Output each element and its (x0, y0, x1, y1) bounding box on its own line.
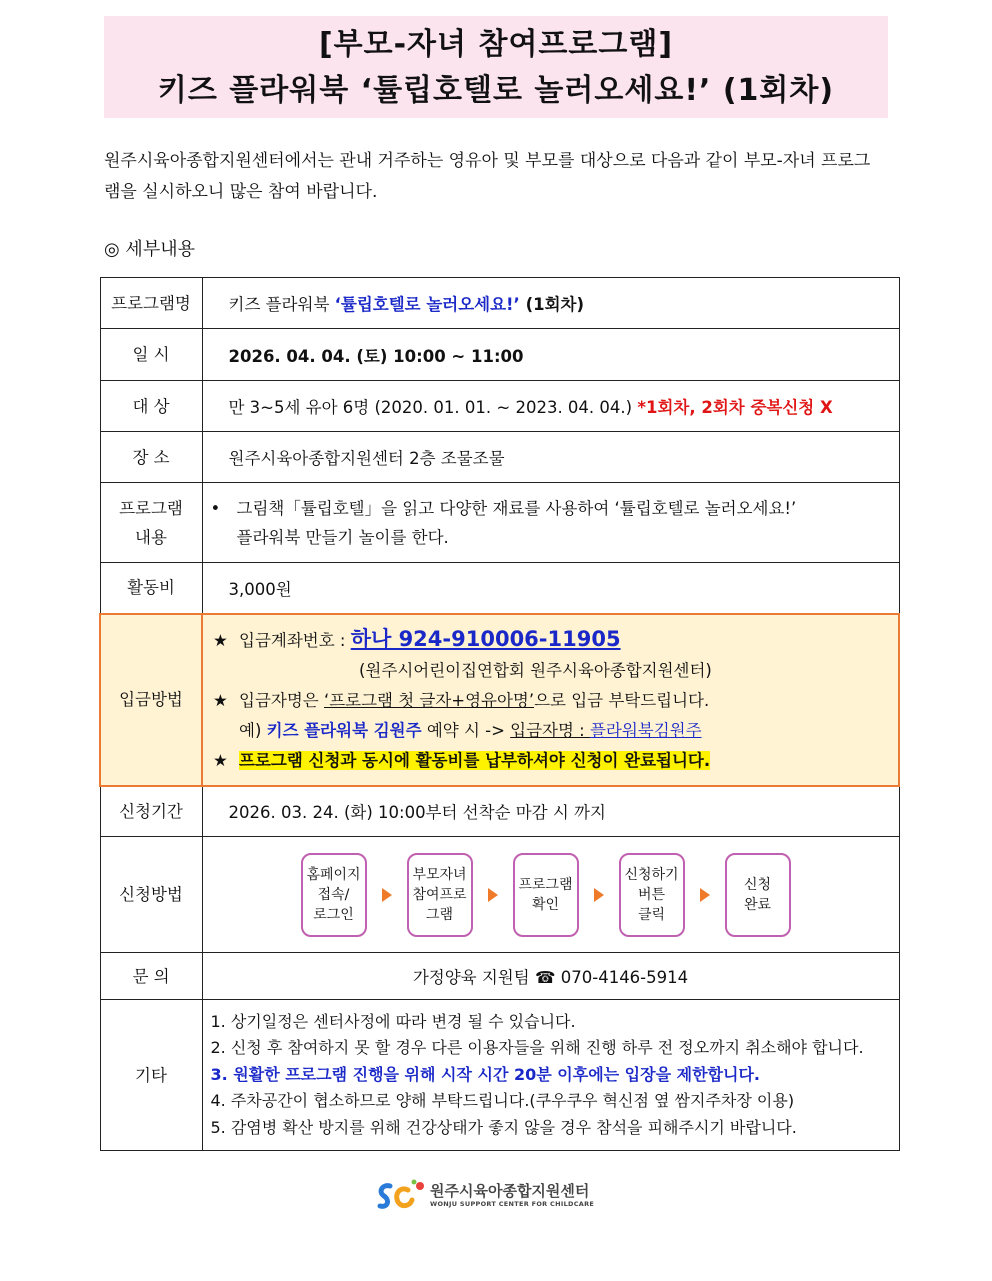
star-icon: ★ (213, 630, 228, 650)
row-datetime (100, 329, 899, 381)
payment-example-line (213, 716, 898, 746)
label-inquiry: 문 의 (100, 953, 202, 1000)
step-complete (725, 853, 791, 937)
label-datetime: 일 시 (100, 329, 202, 381)
label-fee: 활동비 (100, 563, 202, 614)
row-method (100, 837, 899, 953)
row-inquiry (100, 953, 899, 1000)
step-program-menu (407, 853, 473, 937)
logo-text-ko: 원주시육아종합지원센터 (430, 1182, 590, 1200)
account-label: 입금계좌번호 : (239, 630, 351, 650)
label-method: 신청방법 (100, 837, 202, 953)
value-misc (202, 1000, 899, 1151)
title-line-1: [부모-자녀 참여프로그램] (318, 27, 674, 62)
step-login (301, 853, 367, 937)
step-login-text: 홈페이지 접속/ 로그인 (306, 866, 361, 923)
target-warning: *1회차, 2회차 중복신청 X (637, 398, 833, 417)
payment-notice: 프로그램 신청과 동시에 활동비를 납부하셔야 신청이 완료됩니다. (239, 750, 711, 770)
value-period: 2026. 03. 24. (화) 10:00부터 선착순 마감 시 까지 (202, 786, 899, 837)
step-program-menu-text: 부모자녀 참여프로 그램 (412, 866, 467, 923)
value-place: 원주시육아종합지원센터 2층 조물조물 (202, 432, 899, 483)
value-program-name (202, 278, 899, 329)
value-target (202, 381, 899, 432)
value-payment (202, 614, 899, 786)
step-apply-click-text: 신청하기 버튼 클릭 (624, 866, 679, 923)
example-name: 플라워북김원주 (589, 720, 702, 740)
depositor-rule: ‘프로그램 첫 글자+영유아명’ (323, 690, 535, 710)
value-inquiry (202, 953, 899, 1000)
star-icon: ★ (213, 690, 228, 710)
label-period: 신청기간 (100, 786, 202, 837)
row-place (100, 432, 899, 483)
logo-mark-icon (376, 1178, 426, 1212)
content-line-2: 플라워북 만들기 놀이를 한다. (236, 527, 449, 547)
content-bullet: • (210, 498, 221, 518)
step-program-check-text: 프로그램 확인 (518, 876, 573, 913)
program-name-highlight: ‘튤립호텔로 놀러오세요!’ (334, 295, 520, 314)
phone-icon: ☎ (534, 968, 556, 987)
title-banner (104, 16, 888, 118)
misc-item: 5. 감염병 확산 방지를 위해 건강상태가 좋지 않을 경우 참석을 피해주시기 바랍니다. (210, 1117, 797, 1137)
account-holder: (원주시어린이집연합회 원주시육아종합지원센터) (359, 660, 712, 680)
step-program-check (513, 853, 579, 937)
program-name-prefix: 키즈 플라워북 (228, 295, 335, 314)
label-content (100, 483, 202, 563)
row-period (100, 786, 899, 837)
value-method (202, 837, 899, 953)
label-place: 장 소 (100, 432, 202, 483)
example-label: 입금자명 : (510, 720, 590, 740)
account-number[interactable]: 하나 924-910006-11905 (350, 626, 621, 651)
arrow-right-icon (700, 888, 710, 902)
arrow-right-icon (594, 888, 604, 902)
inquiry-team: 가정양육 지원팀 (412, 968, 535, 987)
program-name-suffix: (1회차) (519, 295, 585, 314)
depositor-suffix: 으로 입금 부탁드립니다. (534, 690, 710, 710)
payment-account-line (213, 624, 898, 656)
target-text: 만 3~5세 유아 6명 (2020. 01. 01. ~ 2023. 04. 04.) (228, 398, 638, 417)
section-heading: ◎ 세부내용 (104, 239, 195, 260)
payment-depositor-line (213, 686, 898, 716)
step-complete-text: 신청 완료 (743, 876, 772, 913)
payment-notice-line (213, 746, 898, 776)
example-mid: 예약 시 -> (421, 720, 511, 740)
details-table (99, 277, 900, 1151)
misc-item: 3. 원활한 프로그램 진행을 위해 시작 시간 20분 이후에는 입장을 제한합니다. (210, 1064, 760, 1084)
step-apply-click (619, 853, 685, 937)
intro-text: 원주시육아종합지원센터에서는 관내 거주하는 영유아 및 부모를 대상으로 다음과 같이 부모-자녀 프로그램을 실시하오니 많은 참여 바랍니다. (104, 151, 871, 202)
row-misc (100, 1000, 899, 1151)
arrow-right-icon (488, 888, 498, 902)
misc-item: 2. 신청 후 참여하지 못 할 경우 다른 이용자들을 위해 진행 하루 전 정오까지 취소해야 합니다. (210, 1038, 864, 1058)
misc-item: 1. 상기일정은 센터사정에 따라 변경 될 수 있습니다. (210, 1011, 576, 1031)
logo-text-en: WONJU SUPPORT CENTER FOR CHILDCARE (430, 1200, 595, 1208)
row-fee (100, 563, 899, 614)
depositor-prefix: 입금자명은 (239, 690, 324, 710)
label-target: 대 상 (100, 381, 202, 432)
value-fee: 3,000원 (202, 563, 899, 614)
row-program-name (100, 278, 899, 329)
label-content-line2: 내용 (135, 527, 167, 547)
application-flow (203, 853, 899, 937)
value-datetime: 2026. 04. 04. (토) 10:00 ~ 11:00 (202, 329, 899, 381)
content-line-1: 그림책「튤립호텔」을 읽고 다양한 재료를 사용하여 ‘튤립호텔로 놀러오세요!’ (236, 498, 797, 518)
row-payment (100, 614, 899, 786)
example-prefix: 예) (239, 720, 267, 740)
label-content-line1: 프로그램 (119, 498, 183, 518)
label-payment: 입금방법 (100, 614, 202, 786)
center-logo (376, 1178, 594, 1212)
misc-item: 4. 주차공간이 협소하므로 양해 부탁드립니다.(쿠우쿠우 혁신점 옆 쌈지주차장 이용) (210, 1091, 795, 1111)
value-content (202, 483, 899, 563)
inquiry-phone: 070-4146-5914 (555, 968, 689, 987)
title-line-2: 키즈 플라워북 ‘튤립호텔로 놀러오세요!’ (1회차) (157, 73, 835, 108)
row-target (100, 381, 899, 432)
label-misc: 기타 (100, 1000, 202, 1151)
label-program-name: 프로그램명 (100, 278, 202, 329)
star-icon: ★ (213, 750, 228, 770)
row-content (100, 483, 899, 563)
arrow-right-icon (382, 888, 392, 902)
example-program: 키즈 플라워북 김원주 (266, 720, 422, 740)
